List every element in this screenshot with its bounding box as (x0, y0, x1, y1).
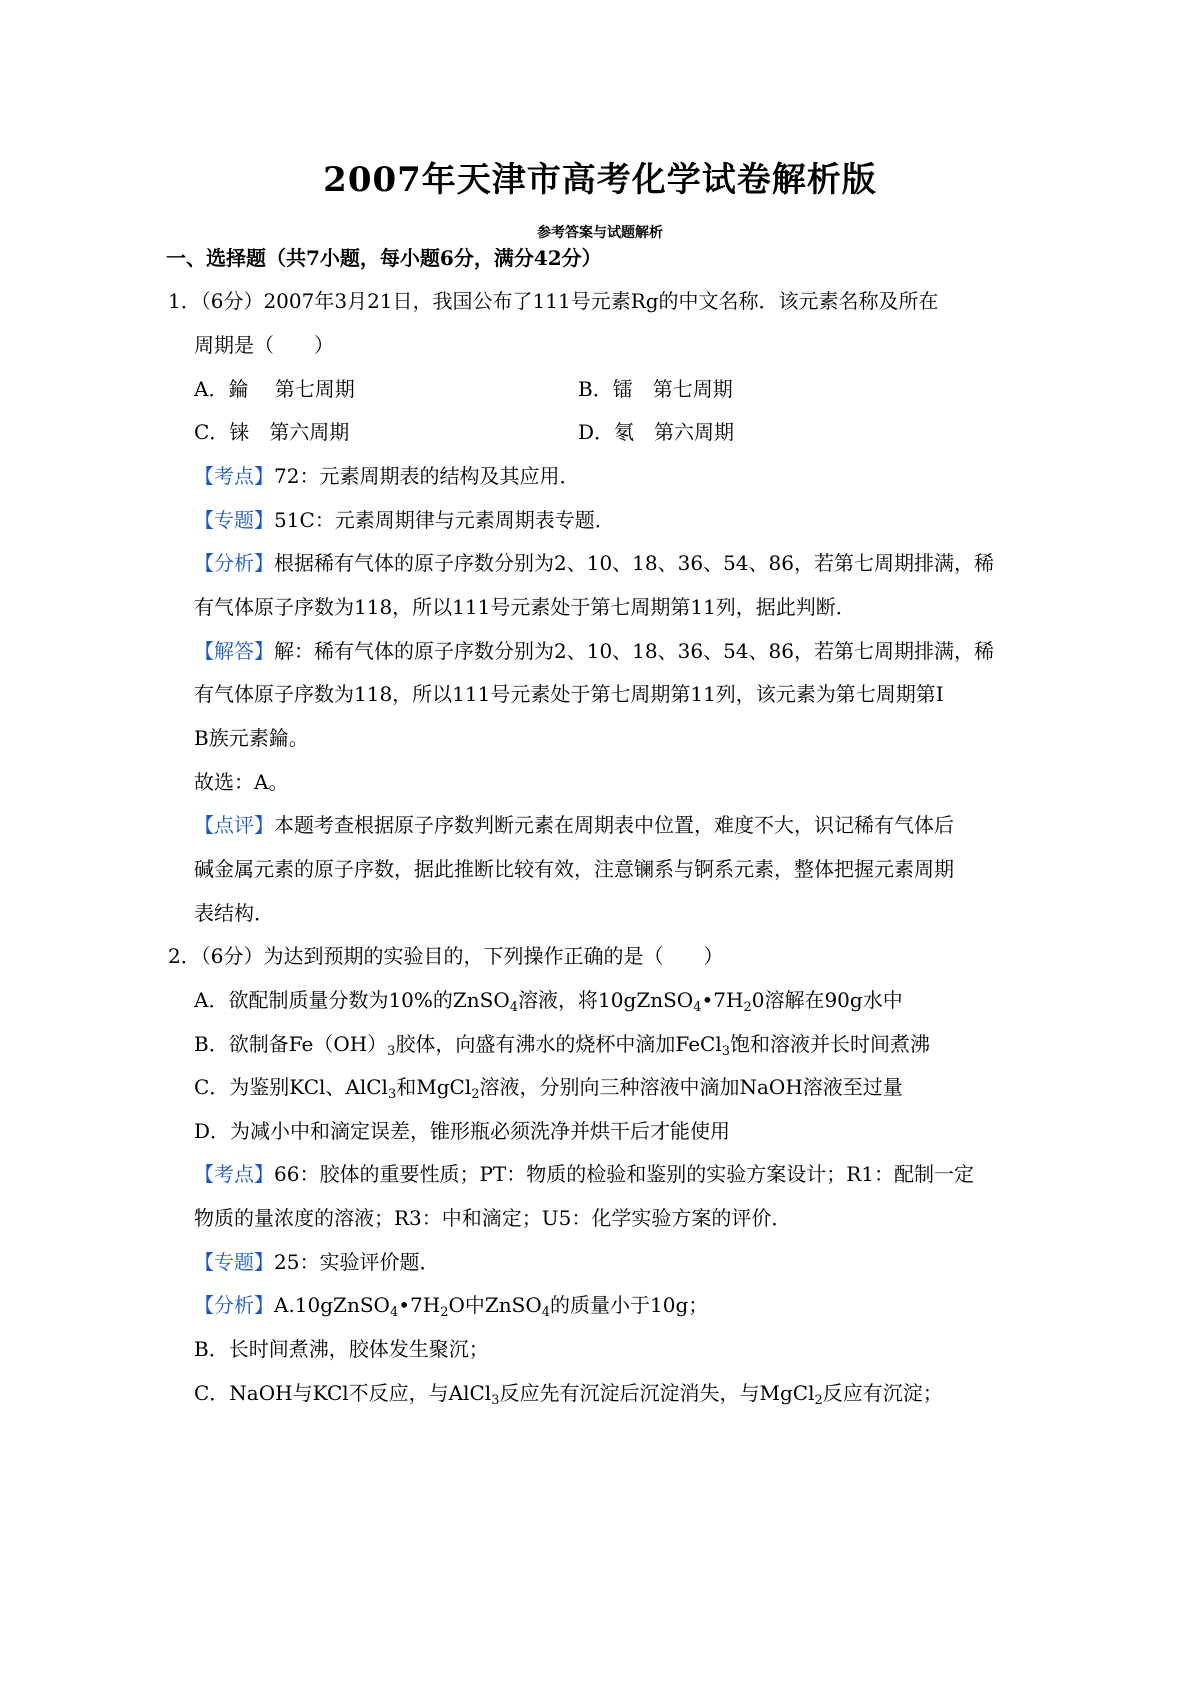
subscript: 3 (721, 1044, 731, 1059)
jieda-tag: 【解答】 (194, 639, 274, 663)
zhuanti-tag: 【专题】 (194, 1250, 274, 1274)
subscript: 2 (814, 1393, 823, 1408)
kaodian-tag: 【考点】 (194, 1162, 274, 1186)
subscript: 3 (387, 1087, 397, 1102)
fenxi-text: 根据稀有气体的原子序数分别为2、10、18、36、54、86，若第七周期排满，稀 (274, 551, 994, 575)
subscript: 4 (541, 1305, 551, 1320)
q1-kaodian (194, 462, 1200, 490)
q2-optB-part: 饱和溶液并长时间煮沸 (730, 1032, 931, 1056)
q1-stem-line1: 1．（6分）2007年3月21日，我国公布了111号元素Rg的中文名称．该元素名称及所在 (168, 289, 939, 313)
q1-fenxi-line2: 有气体原子序数为118，所以111号元素处于第七周期第11列，据此判断． (194, 595, 856, 619)
q2-fenxi-a (194, 1291, 1200, 1319)
q2-option-a (194, 986, 1200, 1014)
q2-fenxiC-part: 反应有沉淀； (822, 1381, 943, 1405)
zhuanti-tag: 【专题】 (194, 508, 274, 532)
q2-kaodian-line1 (194, 1160, 1200, 1188)
fenxi-tag: 【分析】 (194, 1293, 274, 1317)
dianping-text: 本题考查根据原子序数判断元素在周期表中位置，难度不大，识记稀有气体后 (274, 813, 954, 837)
q2-fenxi-c (194, 1379, 1200, 1407)
page-subtitle: 参考答案与试题解析 (537, 225, 663, 241)
q2-optC-part: 和MgCl (396, 1075, 472, 1099)
q1-dianping-line3: 表结构． (194, 901, 274, 925)
q1-jieda-line3: B族元素錀。 (194, 726, 309, 750)
q1-option-d: D．氡 第六周期 (578, 420, 735, 444)
q2-fenxiC-part: 反应先有沉淀后沉淀消失，与MgCl (499, 1381, 815, 1405)
kaodian-tag: 【考点】 (194, 464, 274, 488)
q1-option-b: B．镭 第七周期 (578, 377, 733, 401)
subscript: 3 (387, 1044, 396, 1059)
dianping-tag: 【点评】 (194, 813, 274, 837)
q2-optA-part: •7H (701, 988, 744, 1012)
fenxi-tag: 【分析】 (194, 551, 274, 575)
q2-optB-part: 胶体，向盛有沸水的烧杯中滴加FeCl (395, 1032, 722, 1056)
zhuanti-text: 25：实验评价题． (274, 1250, 440, 1274)
q2-optC-part: 溶液，分别向三种溶液中滴加NaOH溶液至过量 (479, 1075, 903, 1099)
page-title: 2007年天津市高考化学试卷解析版 (323, 160, 877, 200)
subscript: 4 (509, 1000, 519, 1015)
section-heading: 一、选择题（共7小题，每小题6分，满分42分） (166, 246, 602, 270)
q1-jieda-line2: 有气体原子序数为118，所以111号元素处于第七周期第11列，该元素为第七周期第Ⅰ (194, 682, 944, 706)
q2-fenxiA-part: O中ZnSO (448, 1293, 542, 1317)
q1-option-a: A．錀 第七周期 (194, 377, 355, 401)
q2-fenxiC-part: C．NaOH与KCl不反应，与AlCl (194, 1381, 492, 1405)
subscript: 2 (743, 1000, 752, 1015)
q1-dianping-line1 (194, 811, 1200, 839)
q2-optB-part: B．欲制备Fe（OH） (194, 1032, 388, 1056)
q1-dianping-line2: 碱金属元素的原子序数，据此推断比较有效，注意镧系与锕系元素，整体把握元素周期 (194, 857, 954, 881)
q2-option-c (194, 1073, 1200, 1101)
q2-fenxiA-part: 的质量小于10g； (550, 1293, 709, 1317)
subscript: 4 (693, 1000, 702, 1015)
q1-stem-line2: 周期是（ ） (194, 333, 334, 357)
zhuanti-text: 51C：元素周期律与元素周期表专题． (274, 508, 615, 532)
q2-option-d: D．为减小中和滴定误差，锥形瓶必须洗净并烘干后才能使用 (194, 1119, 731, 1143)
kaodian-text: 72：元素周期表的结构及其应用． (274, 464, 580, 488)
q1-answer: 故选：A。 (194, 770, 289, 794)
subscript: 2 (440, 1305, 449, 1320)
q1-zhuanti (194, 506, 1200, 534)
q2-kaodian-line2: 物质的量浓度的溶液；R3：中和滴定；U5：化学实验方案的评价． (194, 1206, 792, 1230)
q2-optA-part: A．欲配制质量分数为10%的ZnSO (194, 988, 510, 1012)
subscript: 2 (471, 1087, 480, 1102)
q2-optA-part: 0溶解在90g水中 (751, 988, 903, 1012)
q2-zhuanti (194, 1248, 1200, 1276)
q2-optA-part: 溶液，将10gZnSO (518, 988, 694, 1012)
q2-fenxiA-part: A.10gZnSO (274, 1293, 390, 1317)
q2-optC-part: C．为鉴别KCl、AlCl (194, 1075, 388, 1099)
q2-fenxiA-part: •7H (398, 1293, 441, 1317)
q2-option-b (194, 1030, 1200, 1058)
q2-stem: 2．（6分）为达到预期的实验目的，下列操作正确的是（ ） (168, 944, 724, 968)
kaodian-text: 66：胶体的重要性质；PT：物质的检验和鉴别的实验方案设计；R1：配制一定 (274, 1162, 975, 1186)
jieda-text: 解：稀有气体的原子序数分别为2、10、18、36、54、86，若第七周期排满，稀 (274, 639, 994, 663)
q1-jieda-line1 (194, 637, 1200, 665)
subscript: 3 (491, 1393, 500, 1408)
q2-fenxi-b: B．长时间煮沸，胶体发生聚沉； (194, 1337, 489, 1361)
q1-option-c: C．铼 第六周期 (194, 420, 350, 444)
q1-fenxi-line1 (194, 549, 1200, 577)
subscript: 4 (389, 1305, 399, 1320)
